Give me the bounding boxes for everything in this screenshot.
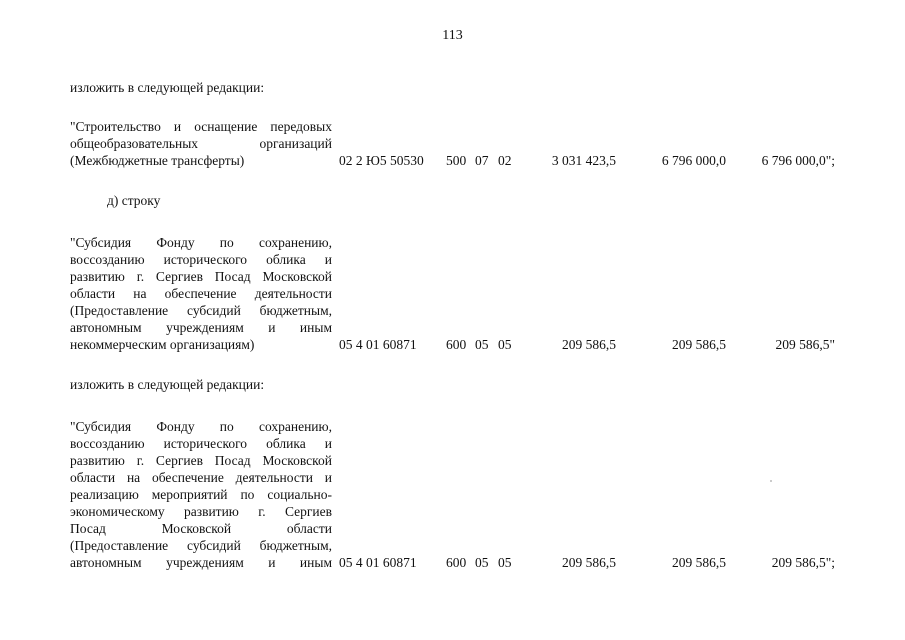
row3-description bbox=[70, 418, 332, 571]
row2-sum-1: 209 586,5 bbox=[562, 337, 616, 352]
row2-line: развитию г. Сергиев Посад Московской bbox=[70, 269, 332, 284]
row2-section: 05 bbox=[475, 337, 489, 352]
row3-line: Посад Московской области bbox=[70, 521, 332, 536]
instruction-text: изложить в следующей редакции: bbox=[70, 377, 265, 392]
row3-sum-2: 209 586,5 bbox=[672, 555, 726, 570]
scan-speck bbox=[770, 480, 772, 482]
row1-subsection: 02 bbox=[498, 153, 512, 168]
row1-sum-2: 6 796 000,0 bbox=[661, 153, 726, 168]
row1-sum-1: 3 031 423,5 bbox=[551, 153, 616, 168]
row2-line: (Предоставление субсидий бюджетным, bbox=[70, 303, 332, 318]
row3-subsection: 05 bbox=[498, 555, 512, 570]
row3-line: реализацию мероприятий по социально- bbox=[70, 487, 332, 502]
row1-values bbox=[0, 152, 905, 169]
row1-line: (Межбюджетные трансферты) bbox=[70, 153, 245, 168]
row2-line: некоммерческим организациям) bbox=[70, 337, 255, 352]
row2-values bbox=[0, 336, 905, 353]
row2-line: "Субсидия Фонду по сохранению, bbox=[70, 235, 332, 250]
row1-sum-3: 6 796 000,0"; bbox=[761, 153, 835, 168]
row2-subsection: 05 bbox=[498, 337, 512, 352]
row3-section: 05 bbox=[475, 555, 489, 570]
row3-line: (Предоставление субсидий бюджетным, bbox=[70, 538, 332, 553]
row2-sum-3: 209 586,5" bbox=[775, 337, 835, 352]
instruction-text: изложить в следующей редакции: bbox=[70, 80, 265, 95]
row1-target-code: 02 2 Ю5 50530 bbox=[339, 153, 424, 168]
row2-target-code: 05 4 01 60871 bbox=[339, 337, 417, 352]
row3-sum-3: 209 586,5"; bbox=[771, 555, 835, 570]
row2-line: автономным учреждениям и иным bbox=[70, 320, 332, 335]
row1-line: "Строительство и оснащение передовых bbox=[70, 119, 332, 134]
row3-target-code: 05 4 01 60871 bbox=[339, 555, 417, 570]
row3-values bbox=[0, 554, 905, 571]
row2-sum-2: 209 586,5 bbox=[672, 337, 726, 352]
row3-sum-1: 209 586,5 bbox=[562, 555, 616, 570]
row3-line: автономным учреждениям и иным bbox=[70, 555, 332, 570]
row1-expense-type: 500 bbox=[446, 153, 467, 168]
row3-line: области на обеспечение деятельности и bbox=[70, 470, 332, 485]
row3-line: экономическому развитию г. Сергиев bbox=[70, 504, 332, 519]
row1-line: общеобразовательных организаций bbox=[70, 136, 332, 151]
page-number: 113 bbox=[442, 28, 463, 43]
row2-line: области на обеспечение деятельности bbox=[70, 286, 332, 301]
row3-expense-type: 600 bbox=[446, 555, 467, 570]
row3-line: "Субсидия Фонду по сохранению, bbox=[70, 419, 332, 434]
row3-line: развитию г. Сергиев Посад Московской bbox=[70, 453, 332, 468]
row2-expense-type: 600 bbox=[446, 337, 467, 352]
row2-line: воссозданию исторического облика и bbox=[70, 252, 332, 267]
row3-line: воссозданию исторического облика и bbox=[70, 436, 332, 451]
item-d-text: д) строку bbox=[107, 193, 161, 208]
row1-section: 07 bbox=[475, 153, 489, 168]
